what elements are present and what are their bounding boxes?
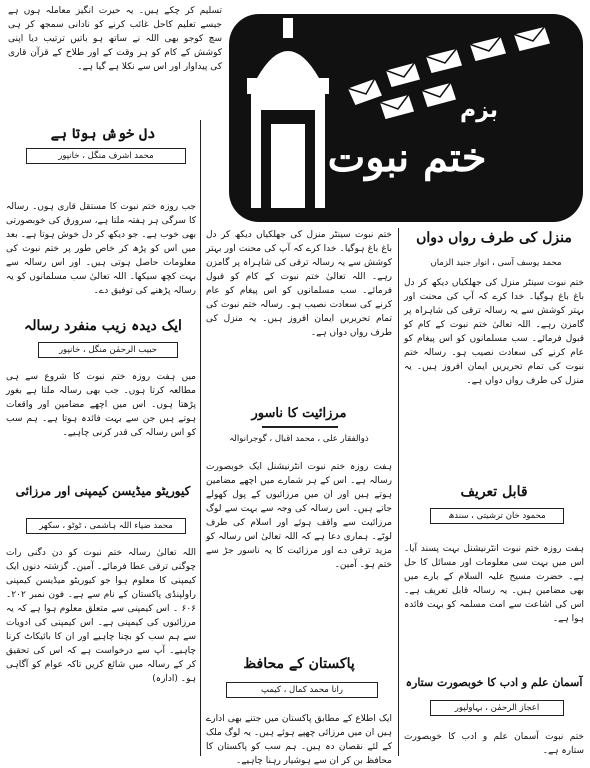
- article-body: ختم نبوت سینٹر منزل کی جھلکیاں دیکھ کر دل باغ باغ ہوگیا۔ خدا کرے کہ آپ کی محنت اور بہتر کوشش سے یہ رسالہ ترقی کی شاہراہ پر گامزن رہے۔ اللہ تعالیٰ ختم نبوت کے کام کو قبول فرمائے۔ سب مسلمانوں کو اس پیغام کو عام کرنے کی سعادت نصیب ہو۔ رسالہ ختم نبوت کی تمام تحریریں ایمان افروز ہیں۔ یہ منزل کی طرف رواں دواں ہے۔: [404, 278, 584, 386]
- logo-block: [229, 14, 583, 222]
- article-headline: پاکستان کے محافظ: [243, 656, 355, 672]
- article-byline: اعجاز الرحمٰن ، بہاولپور: [430, 700, 564, 716]
- logo-title: ختم نبوت: [327, 134, 487, 181]
- article-byline: محمود خان ترشیتی ، سندھ: [430, 508, 564, 524]
- article-byline: حبیب الرحمٰن منگل ، خانپور: [38, 342, 178, 358]
- article-byline: محمد ضیاء اللہ ہاشمی ، ٹوٹو ، سکھر: [26, 518, 186, 534]
- column-divider-right: [398, 228, 399, 756]
- article-byline: محمد اشرف منگل ، خانپور: [26, 148, 186, 164]
- article-body: میں ہفت روزہ ختم نبوت کا شروع سے ہی مطالعہ کرتا ہوں۔ جب بھی رسالہ ملتا ہے بغور پڑھتا ہوں۔ اس میں اچھے مضامین اور واقعات ہوتے ہیں جن سے بہت فائدہ ہوتا ہے۔ ہم سب کو اس رسالہ کی قدر کرنی چاہیے۔: [6, 372, 196, 438]
- article-body: ایک اطلاع کے مطابق پاکستان میں جتنے بھی ادارے ہیں ان میں مرزائی چھپے ہوئے ہیں۔ یہ لوگ ملک کے لئے نقصان دہ ہیں۔ ہم سب کو پاکستان کا محافظ بن کر ان سے ہوشیار رہنا چاہیے۔: [206, 714, 392, 766]
- article-byline: رانا محمد کمال ، کیمپ: [226, 682, 378, 698]
- left-column-intro: تسلیم کر چکے ہیں۔ یہ حیرت انگیز معاملہ ہوں ہے جیسے تعلیم کاحل غائب کرنے کو نادانی سمجھ کر ہی سچ کوجو بھی اللہ نے ساتھ ہو باتیں ترتیب دیا اپنی کوشش کے کام کو ہر وقت کے اور طلاح کے قرآن قاری کی پیداوار اور اس سے نکلا ہے گیا ہے۔: [8, 6, 222, 72]
- middle-column-top: ختم نبوت سینٹر منزل کی جھلکیاں دیکھ کر دل باغ باغ ہوگیا۔ خدا کرے کہ آپ کی محنت اور بہتر کوشش سے یہ رسالہ ترقی کی شاہراہ پر گامزن رہے۔ اللہ تعالیٰ ختم نبوت کے کام کو قبول فرمائے۔ سب مسلمانوں کو اس پیغام کو عام کرنے کی سعادت نصیب ہو۔ رسالہ ختم نبوت کی تمام تحریریں ایمان افروز ہیں۔ یہ منزل کی طرف رواں دواں ہے۔: [206, 230, 392, 338]
- article-body: اللہ تعالیٰ رسالہ ختم نبوت کو دن دگنی رات چوگنی ترقی عطا فرمائے۔ آمین۔ گزشتہ دنوں ایک کیمپنی کا معلوم ہوا جو کیوریٹو میڈیسن کیمپنی راولپنڈی پاکستان کے نام سے ہے۔ فون نمبر ۲۰۲۔۶۰۶ ۔ اس کیمپنی سے متعلق معلوم ہوا ہے کہ یہ مرزائیوں کی کیمپنی ہے۔ اس کیمپنی کی ادویات سے ہم سب کو بچنا چاہیے اور ان کا بائیکاٹ کرنا چاہیے۔ آپ سے درخواست ہے کہ اس کی تحقیق کر کے رسالہ میں شائع کریں تاکہ عوام کو آگاہی ہو۔ (ادارہ): [6, 548, 196, 684]
- headline-underline: [262, 426, 338, 428]
- article-byline: ذوالفقار علی ، محمد اقبال ، گوجرانوالہ: [229, 434, 369, 444]
- article-headline: مرزائیت کا ناسور: [251, 406, 347, 421]
- logo-subtitle: بزم: [459, 98, 499, 123]
- article-headline: دل خوش ہوتا ہے: [50, 126, 156, 142]
- article-byline: محمد یوسف آسی ، انوار جنید الزماں: [430, 258, 562, 268]
- article-body: ہفت روزہ ختم نبوت انٹرنیشنل بہت پسند آیا۔ اس میں بہت سی معلومات اور مسائل کا حل ہے۔ حضرت مسیح علیہ السلام کے بارے میں بھی مضامین ہیں۔ یہ رسالہ قابل تعریف ہے۔ اس کی اشاعت سے امت مسلمہ کو بہت فائدہ ہوا ہے۔: [404, 544, 584, 624]
- article-headline: قابل تعریف: [460, 484, 528, 500]
- article-headline: آسمان علم و ادب کا خوبصورت ستارہ: [405, 676, 583, 689]
- article-body: ہفت روزہ ختم نبوت انٹرنیشنل ایک خوبصورت رسالہ ہے۔ اس کے ہر شمارے میں اچھے مضامین ہوتے ہیں اور ان میں مرزائیوں کے پول کھولے جاتے ہیں۔ اس رسالہ کی وجہ سے بہت سے لوگ مرزائیت سے واقف ہوئے اور اسلام کی طرف لوٹے۔ ہماری دعا ہے کہ اللہ تعالیٰ اس رسالہ کو مزید ترقی دے اور مرزائیت کا یہ ناسور جڑ سے ختم ہو۔ آمین۔: [206, 462, 392, 570]
- article-body: ختم نبوت آسمان علم و ادب کا خوبصورت ستارہ ہے۔: [404, 732, 584, 756]
- article-headline: ایک دیدہ زیب منفرد رسالہ: [24, 318, 182, 334]
- article-body: جب روزہ ختم نبوت کا مستقل قاری ہوں۔ رسالہ کا سرگی ہر ہفتہ ملتا ہے، سرورق کی خوبصورتی بھی خوب ہے۔ جو دیکھ کر دل خوش ہوتا ہے۔ بعد میں اس کو پڑھ کر خاص طور پر ختم نبوت کی معلومات حاصل ہوتی ہیں۔ اور اس رسالہ سے بہت کچھ سیکھا۔ اللہ تعالیٰ سب مسلمانوں کو یہ رسالہ پڑھنے کی توفیق دے۔: [6, 202, 196, 296]
- article-headline: منزل کی طرف رواں دواں: [416, 230, 572, 246]
- article-headline: کیوریٹو میڈیسن کیمپنی اور مرزائی: [15, 484, 191, 498]
- column-divider-left: [200, 120, 201, 756]
